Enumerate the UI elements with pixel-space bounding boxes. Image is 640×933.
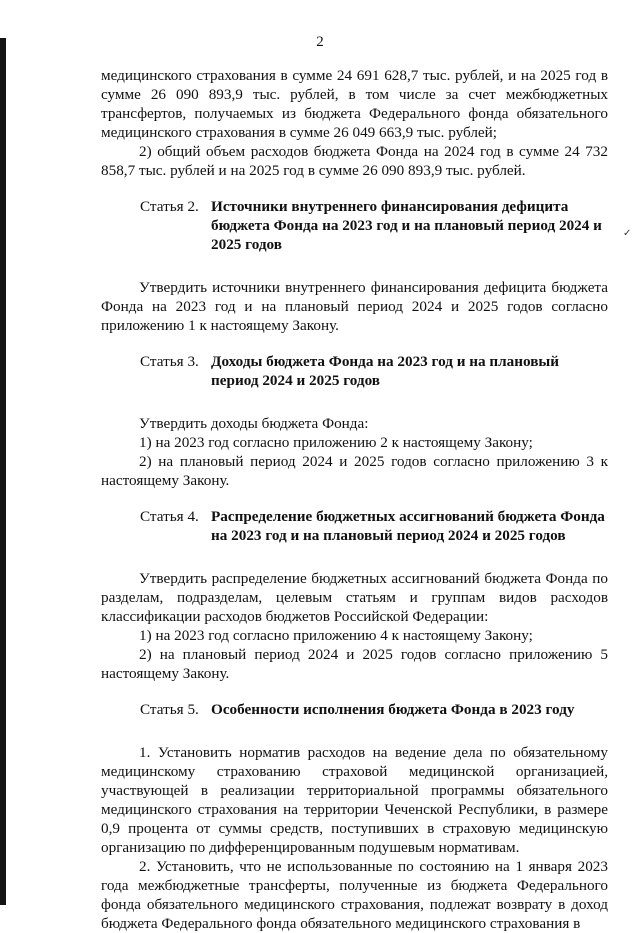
article-3-item-2: 2) на плановый период 2024 и 2025 годов согласно приложению 3 к настоящему Закону. (101, 453, 608, 489)
article-3-item-1: 1) на 2023 год согласно приложению 2 к настоящему Закону; (139, 434, 533, 451)
intro-paragraph-1: медицинского страхования в сумме 24 691 628,7 тыс. рублей, и на 2025 год в сумме 26 090 893,9 тыс. рублей, в том числе за счет межбюджетных трансфертов, получаемых из бюджета Федерального фонда обязательного медицинского страхования в сумме 26 049 663,9 тыс. рублей; (101, 67, 608, 141)
article-5-item-2: 2. Установить, что не использованные по состоянию на 1 января 2023 года межбюджетные трансферты, полученные из бюджета Федерального фонда обязательного медицинского страхования, подлежат возврату в доход бюджета Федерального фонда обязательного медицинского страхования в (101, 858, 608, 932)
article-2-body: Утвердить источники внутреннего финансирования дефицита бюджета Фонда на 2023 год и на плановый период 2024 и 2025 годов согласно приложению 1 к настоящему Закону. (101, 279, 608, 334)
article-2-heading (101, 197, 608, 254)
article-4-title: Распределение бюджетных ассигнований бюджета Фонда на 2023 год и на плановый период 2024 и 2025 годов (211, 508, 605, 544)
article-5-title: Особенности исполнения бюджета Фонда в 2023 году (211, 701, 575, 718)
article-3-title: Доходы бюджета Фонда на 2023 год и на плановый период 2024 и 2025 годов (211, 353, 560, 389)
article-3-number: Статья 3. (140, 353, 199, 370)
scan-edge-bar (0, 38, 6, 905)
article-5-item-1: 1. Установить норматив расходов на ведение дела по обязательному медицинскому страхованию страховой медицинской организацией, участвующей в реализации территориальной программы обязательного медицинского страхования на территории Чеченской Республики, в размере 0,9 процента от суммы средств, поступивших в страховую медицинскую организацию по дифференцированным подушевым нормативам. (101, 744, 608, 856)
article-4-body: Утвердить распределение бюджетных ассигнований бюджета Фонда по разделам, подразделам, целевым статьям и группам видов расходов классификации расходов бюджетов Российской Федерации: (101, 570, 608, 625)
page-number: 2 (316, 34, 324, 50)
article-2-number: Статья 2. (140, 198, 199, 215)
document-body (101, 66, 608, 933)
article-4-item-2: 2) на плановый период 2024 и 2025 годов согласно приложению 5 настоящему Закону. (101, 646, 608, 682)
intro-paragraph-2: 2) общий объем расходов бюджета Фонда на 2024 год в сумме 24 732 858,7 тыс. рублей и на 2025 год в сумме 26 090 893,9 тыс. рублей. (101, 143, 608, 179)
article-2-title: Источники внутреннего финансирования дефицита бюджета Фонда на 2023 год и на плановый период 2024 и 2025 годов (211, 198, 602, 253)
article-5-heading (101, 700, 608, 719)
margin-mark: ✓ (623, 228, 632, 239)
article-5-number: Статья 5. (140, 701, 199, 718)
article-3-heading (101, 352, 608, 390)
article-3-body: Утвердить доходы бюджета Фонда: (139, 415, 369, 432)
article-4-heading (101, 507, 608, 545)
article-4-number: Статья 4. (140, 508, 199, 525)
article-4-item-1: 1) на 2023 год согласно приложению 4 к настоящему Закону; (139, 627, 533, 644)
